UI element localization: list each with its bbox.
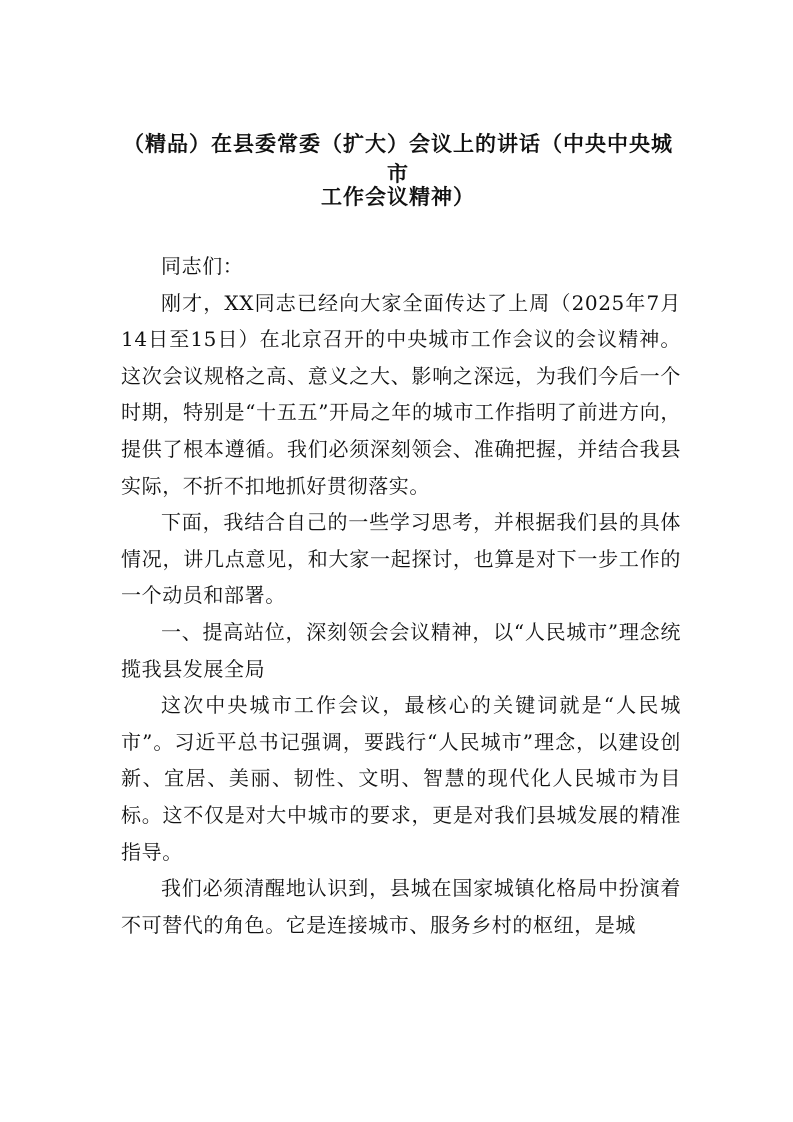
body-paragraph: 我们必须清醒地认识到，县城在国家城镇化格局中扮演着不可替代的角色。它是连接城市、服务乡村的枢纽，是城 [121,876,681,937]
body-paragraph: 这次中央城市工作会议，最核心的关键词就是“人民城市”。习近平总书记强调，要践行“人民城市”理念，以建设创新、宜居、美丽、韧性、文明、智慧的现代化人民城市为目标。这不仅是对大中城市的要求，更是对我们县城发展的精准指导。 [121,693,681,864]
body-paragraph: 下面，我结合自己的一些学习思考，并根据我们县的具体情况，讲几点意见，和大家一起探讨，也算是对下一步工作的一个动员和部署。 [121,510,681,608]
document-title-line-2: 工作会议精神） [321,185,475,209]
section-heading: 一、提高站位，深刻领会会议精神，以“人民城市”理念统揽我县发展全局 [121,619,681,681]
salutation: 同志们： [161,254,244,278]
document-title-line-1: （精品）在县委常委（扩大）会议上的讲话（中央中央城市 [123,132,673,186]
body-paragraph: 刚才，XX同志已经向大家全面传达了上周（2025年7月14日至15日）在北京召开的中央城市工作会议的会议精神。这次会议规格之高、意义之大、影响之深远，为我们今后一个时期，特别是“十五五”开局之年的城市工作指明了前进方向，提供了根本遵循。我们必须深刻领会、准确把握，并结合我县实际，不折不扣地抓好贯彻落实。 [121,290,681,498]
document-body [121,248,681,943]
